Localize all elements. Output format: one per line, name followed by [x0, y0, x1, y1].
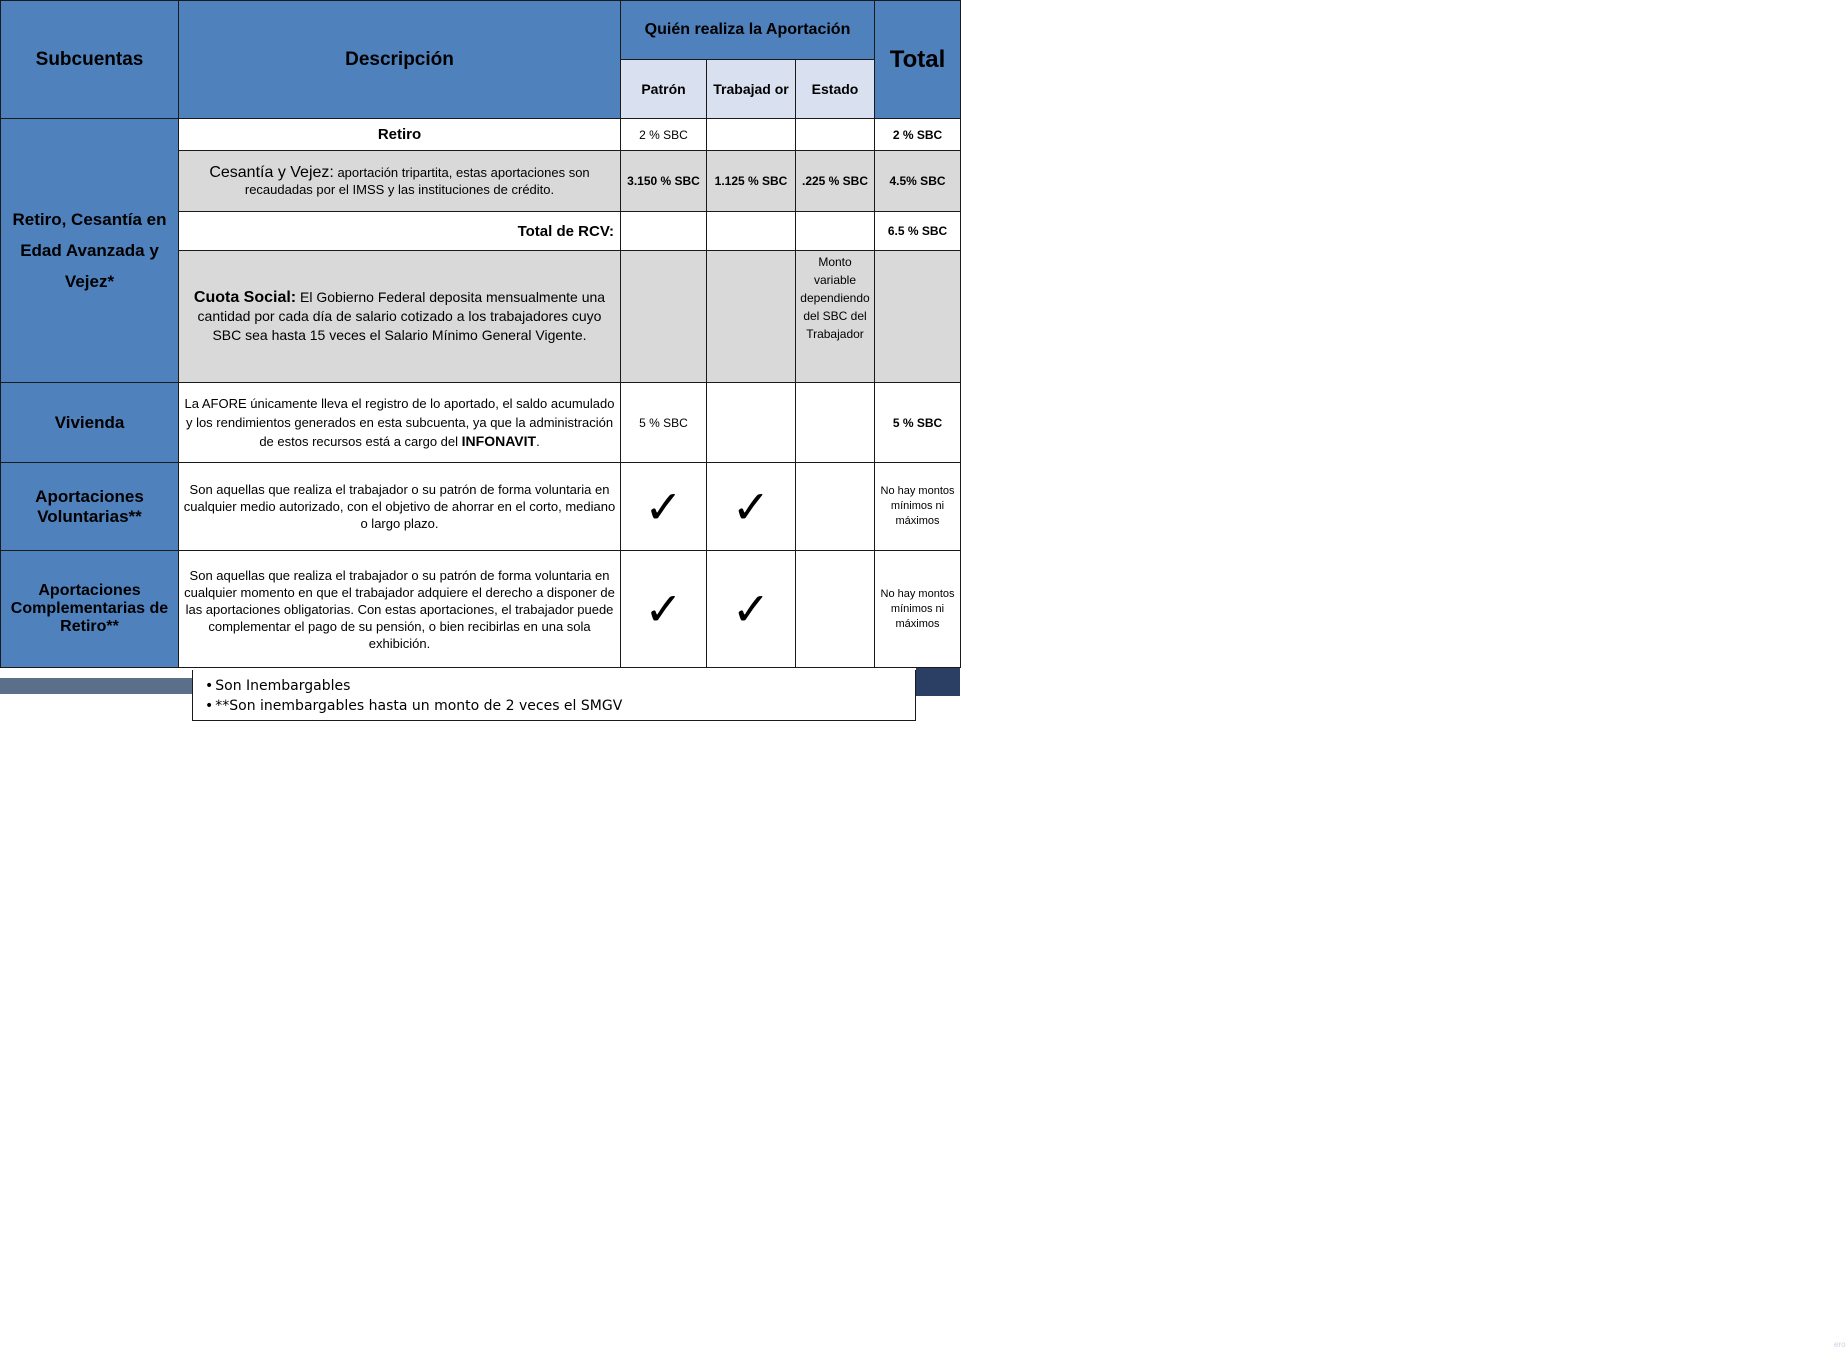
cuota-social-text: El Gobierno Federal deposita mensualmente una cantidad por cada día de salario cotizado a los trabajadores cuyo SBC sea hasta 15 veces el Salario Mínimo General Vigente.	[197, 289, 606, 343]
complementarias-description: Son aquellas que realiza el trabajador o su patrón de forma voluntaria en cualquier momento en que el trabajador adquiere el derecho a disponer de las aportaciones obligatorias. Con estas aportaciones, el trabajador puede complementar el pago de su pensión, o bien recibirlas en una sola exhibición.	[179, 551, 621, 668]
header-total: Total	[875, 1, 961, 119]
retiro-trabajador	[707, 119, 796, 151]
header-descripcion: Descripción	[179, 1, 621, 119]
complementarias-total: No hay montos mínimos ni máximos	[875, 551, 961, 668]
voluntarias-trabajador-check-icon: ✓	[707, 463, 796, 551]
cuota-social-lead: Cuota Social:	[193, 289, 297, 306]
subcuentas-table	[0, 0, 961, 668]
footnote-item: • **Son inembargables hasta un monto de 2 veces el SMGV	[205, 696, 915, 716]
footnote-box	[192, 670, 916, 721]
category-vivienda: Vivienda	[1, 383, 179, 463]
cesantia-description	[179, 151, 621, 212]
vivienda-end: .	[536, 434, 540, 449]
category-voluntarias: Aportaciones Voluntarias**	[1, 463, 179, 551]
bottom-left-bar	[0, 678, 192, 694]
cesantia-estado: .225 % SBC	[796, 151, 875, 212]
cesantia-text: aportación tripartita, estas aportaciones son recaudadas por el IMSS y las instituciones de crédito.	[244, 165, 590, 197]
cesantia-patron: 3.150 % SBC	[621, 151, 707, 212]
complementarias-estado	[796, 551, 875, 668]
vivienda-total: 5 % SBC	[875, 383, 961, 463]
cuota-patron	[621, 251, 707, 383]
header-trabajador: Trabajad or	[707, 60, 796, 119]
total-rcv-label: Total de RCV:	[179, 212, 621, 251]
footnote-item: • Son Inembargables	[205, 676, 915, 696]
voluntarias-description: Son aquellas que realiza el trabajador o su patrón de forma voluntaria en cualquier medio autorizado, con el objetivo de ahorrar en el corto, mediano o largo plazo.	[179, 463, 621, 551]
retiro-total: 2 % SBC	[875, 119, 961, 151]
header-patron: Patrón	[621, 60, 707, 119]
total-rcv-patron	[621, 212, 707, 251]
cuota-social-description	[179, 251, 621, 383]
logo-text: ero	[1834, 1340, 1846, 1349]
footnote-list	[193, 676, 915, 716]
header-quien-realiza: Quién realiza la Aportación	[621, 1, 875, 60]
category-complementarias: Aportaciones Complementarias de Retiro**	[1, 551, 179, 668]
complementarias-trabajador-check-icon: ✓	[707, 551, 796, 668]
header-estado: Estado	[796, 60, 875, 119]
cuota-total	[875, 251, 961, 383]
bottom-right-logo	[916, 668, 1846, 1349]
voluntarias-estado	[796, 463, 875, 551]
voluntarias-patron-check-icon: ✓	[621, 463, 707, 551]
cuota-estado: Monto variable dependiendo del SBC del Trabajador	[796, 251, 875, 383]
cesantia-lead: Cesantía y Vejez:	[209, 164, 334, 181]
vivienda-patron: 5 % SBC	[621, 383, 707, 463]
category-rcv: Retiro, Cesantía en Edad Avanzada y Vejez*	[1, 119, 179, 383]
cesantia-trabajador: 1.125 % SBC	[707, 151, 796, 212]
total-rcv-total: 6.5 % SBC	[875, 212, 961, 251]
total-rcv-estado	[796, 212, 875, 251]
vivienda-text: La AFORE únicamente lleva el registro de lo aportado, el saldo acumulado y los rendimientos generados en esta subcuenta, ya que la administración de estos recursos está a cargo del	[184, 396, 615, 449]
vivienda-description	[179, 383, 621, 463]
vivienda-estado	[796, 383, 875, 463]
complementarias-patron-check-icon: ✓	[621, 551, 707, 668]
voluntarias-total: No hay montos mínimos ni máximos	[875, 463, 961, 551]
vivienda-infonavit: INFONAVIT	[461, 433, 537, 449]
cuota-trabajador	[707, 251, 796, 383]
retiro-label: Retiro	[179, 119, 621, 151]
total-rcv-trabajador	[707, 212, 796, 251]
retiro-patron: 2 % SBC	[621, 119, 707, 151]
header-subcuentas: Subcuentas	[1, 1, 179, 119]
retiro-estado	[796, 119, 875, 151]
cesantia-total: 4.5% SBC	[875, 151, 961, 212]
vivienda-trabajador	[707, 383, 796, 463]
